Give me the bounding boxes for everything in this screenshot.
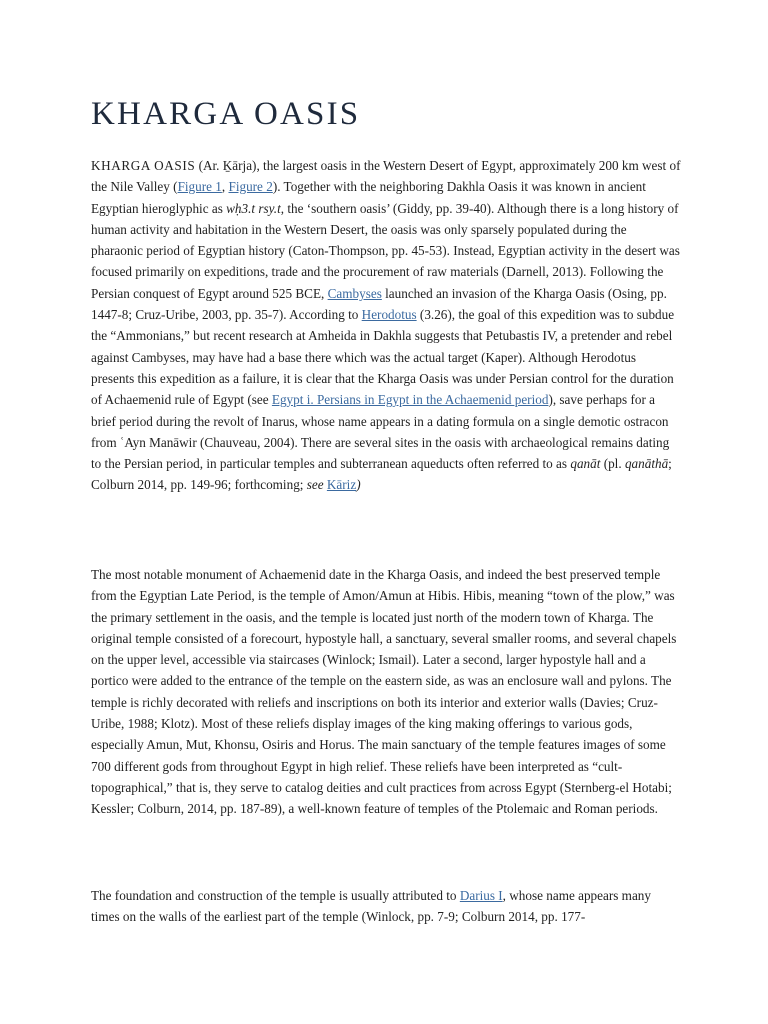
figure-1-link[interactable]: Figure 1 — [177, 179, 222, 195]
text-run: ). Together with the neighboring Dakhla Oasis it was known in ancient Egyptian hieroglyphic as — [91, 179, 646, 216]
paragraph-foundation — [91, 885, 681, 928]
text-run: ; Colburn 2014, pp. 149-96; forthcoming; — [91, 456, 672, 493]
figure-2-link[interactable]: Figure 2 — [228, 179, 273, 195]
lead-term: KHARGA OASIS — [91, 158, 196, 173]
text-run: (pl. — [600, 456, 625, 472]
term-qanatha: qanāthā — [624, 456, 669, 472]
paragraph-hibis-temple: The most notable monument of Achaemenid date in the Kharga Oasis, and indeed the best preserved temple from the Egyptian Late Period, is the temple of Amon/Amun at Hibis. Hibis, meaning “town of the plow,” was the primary settlement in the oasis, and the temple is located just north of the modern town of Kharga. The original temple consisted of a forecourt, hypostyle hall, a sanctuary, several smaller rooms, and several chapels on the upper level, accessible via staircases (Winlock; Ismail). Later a second, larger hypostyle hall and a portico were added to the entrance of the temple on the eastern side, as was an enclosure wall and pylons. The temple is richly decorated with reliefs and inscriptions on both its interior and exterior walls (Davies; Cruz-Uribe, 1988; Klotz). Most of these reliefs display images of the king making offerings to various gods, especially Amun, Mut, Khonsu, Osiris and Horus. The main sanctuary of the temple features images of some 700 different gods from throughout Egypt in high relief. These reliefs have been interpreted as “cult-topographical,” that is, they serve to catalog deities and cult practices from across Egypt (Sternberg-el Hotabi; Kessler; Colburn, 2014, pp. 187-89), a well-known feature of temples of the Ptolemaic and Roman periods. — [91, 567, 677, 817]
term-qanat: qanāt — [570, 456, 601, 472]
paragraph-intro — [91, 155, 681, 496]
transliteration: wḥ3.t rsy.t — [226, 200, 281, 216]
text-run: , the ‘southern oasis’ (Giddy, pp. 39-40). Although there is a long history of human activity and habitation in the Western Desert, the oasis was only sparsely populated during the pharaonic period of Egyptian history (Caton-Thompson, pp. 45-53). Instead, Egyptian activity in the desert was focused primarily on expeditions, trade and the procurement of raw materials (Darnell, 2013). Following the Persian conquest of Egypt around 525 BCE, — [91, 200, 680, 301]
herodotus-link[interactable]: Herodotus — [361, 307, 417, 323]
page-title: KHARGA OASIS — [91, 96, 361, 132]
text-run: , — [221, 179, 229, 195]
text-run: ) — [356, 477, 361, 493]
text-run: (Ar. Ḵārja), the largest oasis in the Western Desert of Egypt, approximately 200 km west of the Nile Valley ( — [91, 158, 681, 195]
darius-link[interactable]: Darius I — [459, 888, 503, 903]
text-run: The foundation and construction of the temple is usually attributed to — [91, 888, 460, 903]
text-run: launched an invasion of the Kharga Oasis (Osing, pp. 1447-8; Cruz-Uribe, 2003, pp. 35-7). According to — [91, 285, 667, 323]
text-run: ), save perhaps for a brief period during the revolt of Inarus, whose name appears in a dating formula on a single demotic ostracon from ʿAyn Manāwir (Chauveau, 2004). There are several sites in the oasis with archaeological remains dating to the Persian period, in particular temples and subterranean aqueducts often referred to as — [91, 392, 670, 472]
cambyses-link[interactable]: Cambyses — [327, 285, 382, 301]
text-run: , whose name appears many times on the walls of the earliest part of the temple (Winlock, pp. 7-9; Colburn 2014, pp. 177- — [91, 888, 651, 925]
text-run: (3.26), the goal of this expedition was to subdue the “Ammonians,” but recent research at Amheida in Dakhla suggests that Petubastis IV, a pretender and rebel against Cambyses, may have had a base there which was the actual target (Kaper). Although Herodotus presents this expedition as a failure, it is clear that the Kharga Oasis was under Persian control for the duration of Achaemenid rule of Egypt (see — [91, 307, 675, 408]
kariz-link[interactable]: Kāriz — [326, 477, 357, 493]
see-label: see — [306, 477, 327, 493]
egypt-persians-link[interactable]: Egypt i. Persians in Egypt in the Achaemenid period — [271, 392, 549, 408]
